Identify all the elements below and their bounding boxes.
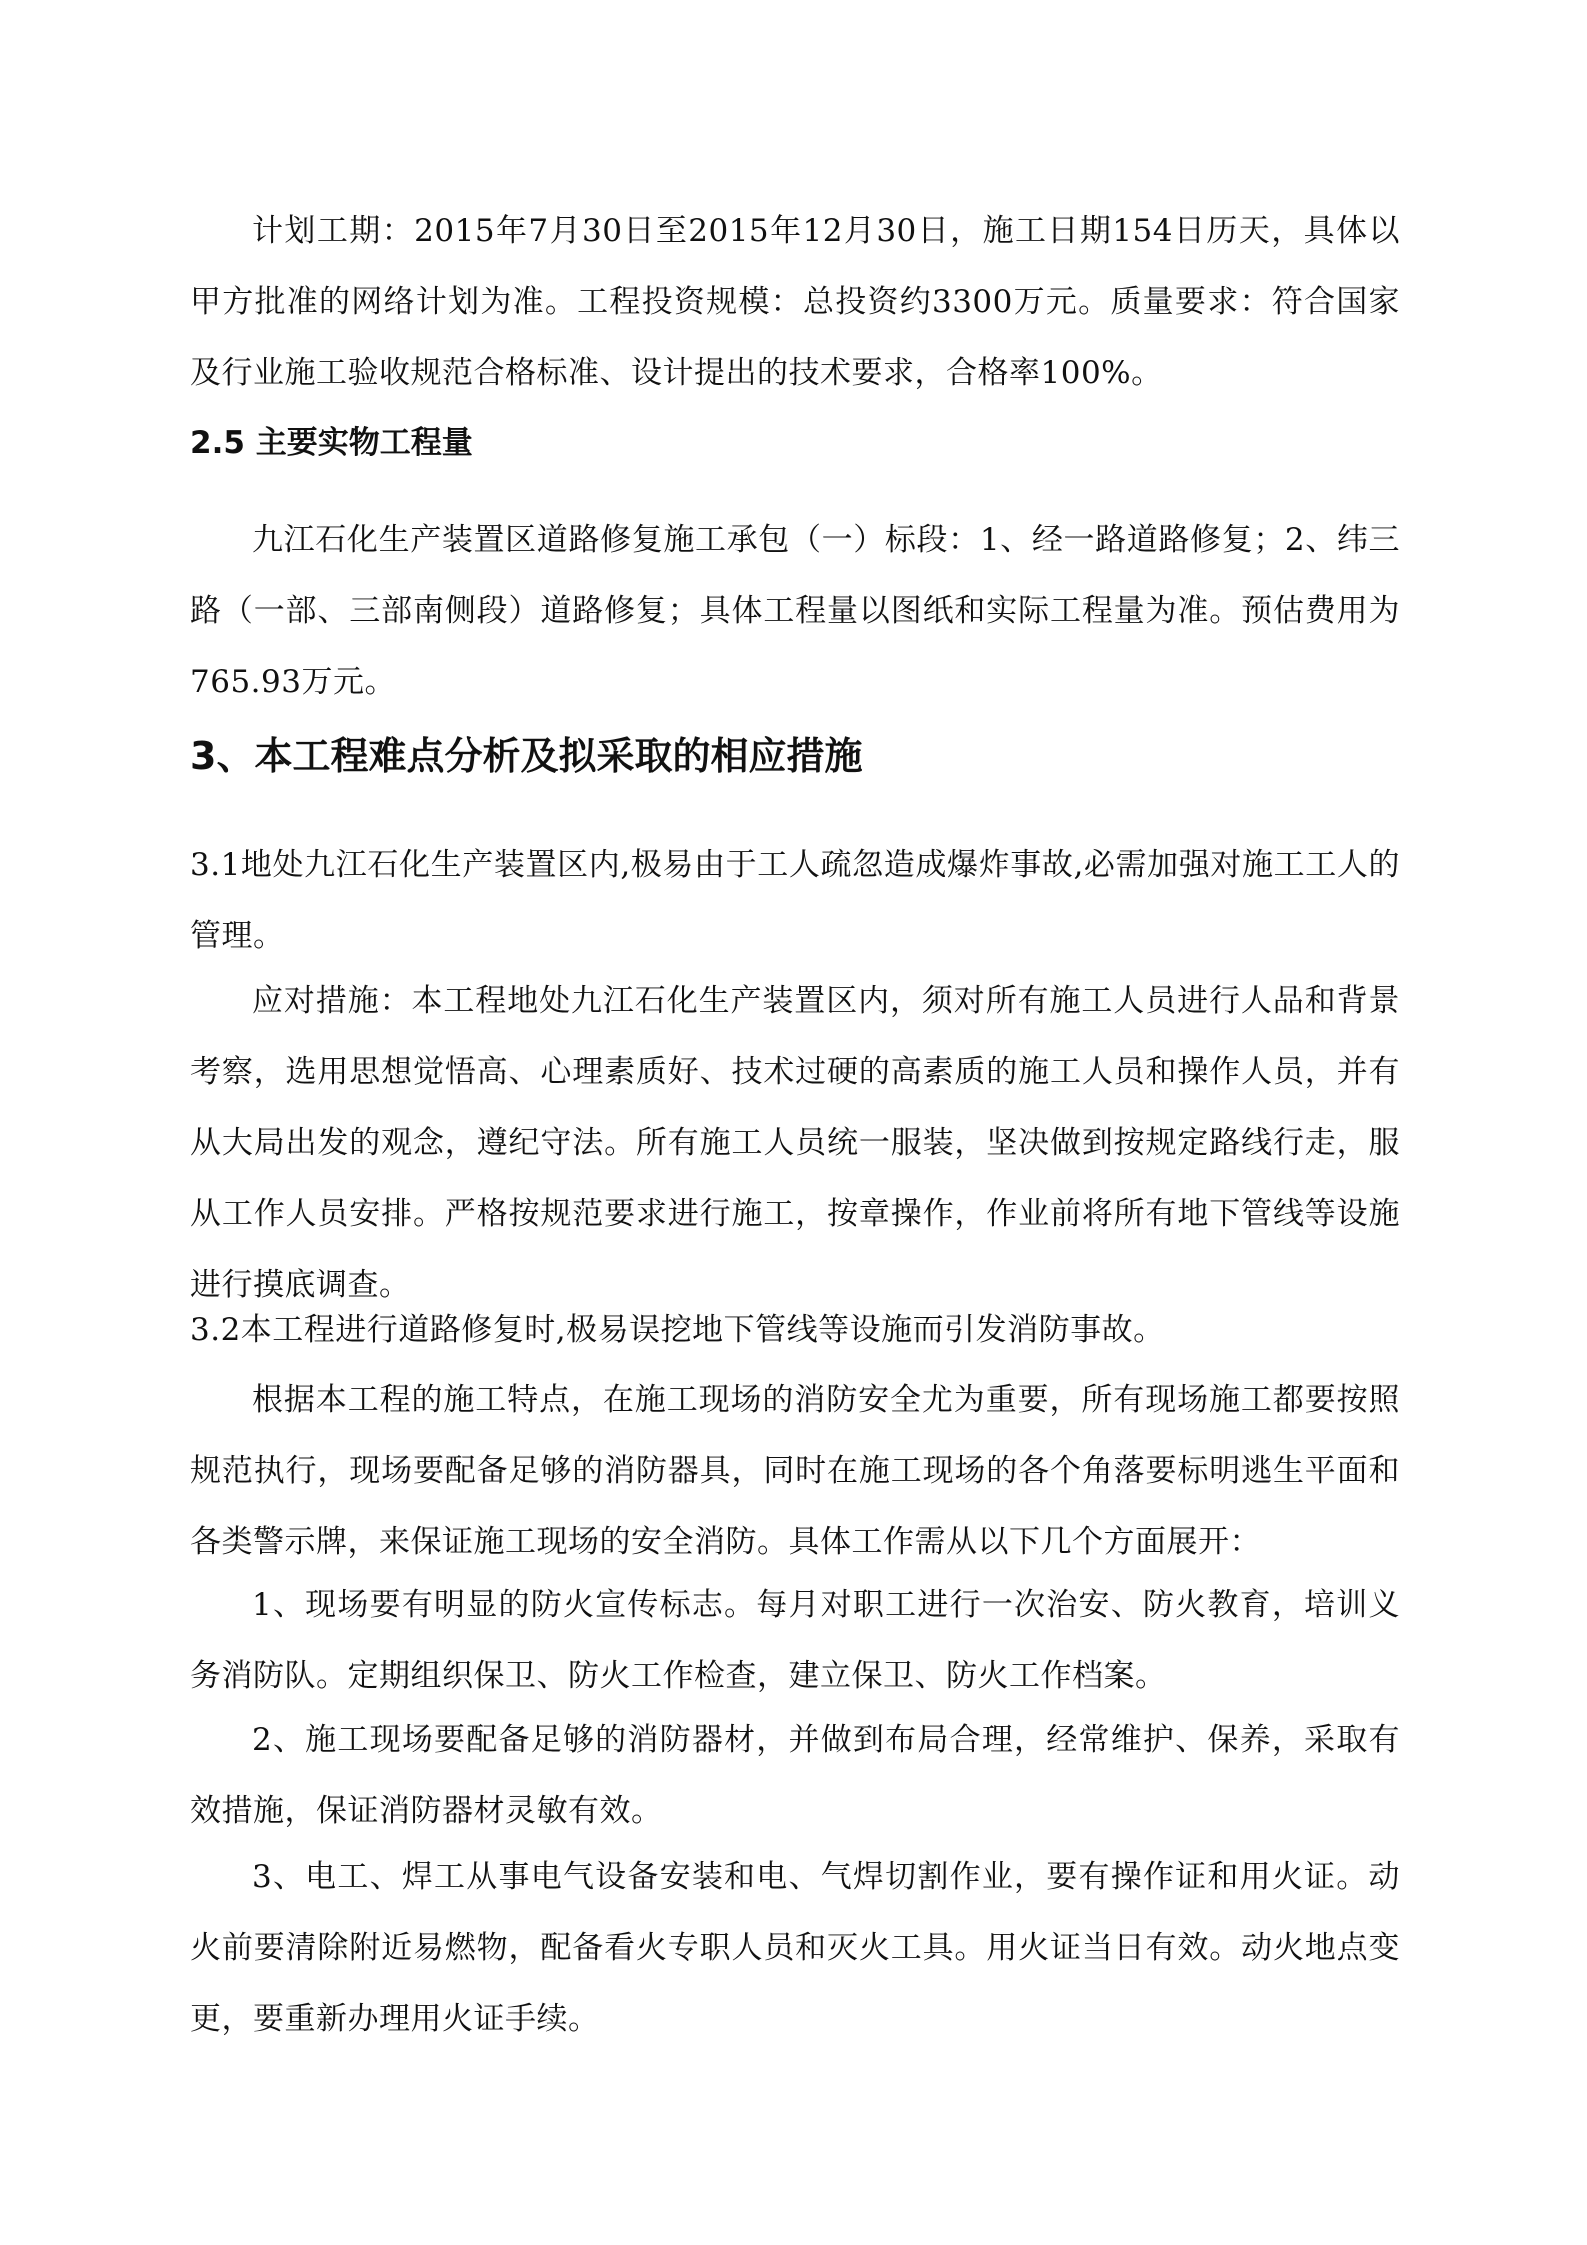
scope-paragraph: 九江石化生产装置区道路修复施工承包（一）标段：1、经一路道路修复；2、纬三路（一部、三部南侧段）道路修复；具体工程量以图纸和实际工程量为准。预估费用为765.93万元。: [190, 522, 1400, 700]
fire-item-1-paragraph: 1、现场要有明显的防火宣传标志。每月对职工进行一次治安、防火教育，培训义务消防队。定期组织保卫、防火工作检查，建立保卫、防火工作档案。: [190, 1587, 1400, 1694]
section-2-5-heading: 2.5 主要实物工程量: [190, 425, 473, 461]
schedule-paragraph: 计划工期：2015年7月30日至2015年12月30日，施工日期154日历天，具体以甲方批准的网络计划为准。工程投资规模：总投资约3300万元。质量要求：符合国家及行业施工验收规范合格标准、设计提出的技术要求，合格率100%。: [190, 213, 1400, 391]
fire-item-3-paragraph: 3、电工、焊工从事电气设备安装和电、气焊切割作业，要有操作证和用火证。动火前要清除附近易燃物，配备看火专职人员和灭火工具。用火证当日有效。动火地点变更，要重新办理用火证手续。: [190, 1859, 1400, 2037]
measure-3-1-paragraph: 应对措施：本工程地处九江石化生产装置区内，须对所有施工人员进行人品和背景考察，选用思想觉悟高、心理素质好、技术过硬的高素质的施工人员和操作人员，并有从大局出发的观念，遵纪守法。所有施工人员统一服装，坚决做到按规定路线行走，服从工作人员安排。严格按规范要求进行施工，按章操作，作业前将所有地下管线等设施进行摸底调查。: [190, 983, 1400, 1303]
measure-3-2-paragraph: 根据本工程的施工特点，在施工现场的消防安全尤为重要，所有现场施工都要按照规范执行，现场要配备足够的消防器具，同时在施工现场的各个角落要标明逃生平面和各类警示牌，来保证施工现场的安全消防。具体工作需从以下几个方面展开：: [190, 1382, 1400, 1560]
section-3-heading: 3、本工程难点分析及拟采取的相应措施: [190, 734, 863, 778]
point-3-1-paragraph: 3.1地处九江石化生产装置区内,极易由于工人疏忽造成爆炸事故,必需加强对施工工人的管理。: [190, 847, 1400, 954]
point-3-2-paragraph: 3.2本工程进行道路修复时,极易误挖地下管线等设施而引发消防事故。: [190, 1312, 1165, 1348]
fire-item-2-paragraph: 2、施工现场要配备足够的消防器材，并做到布局合理，经常维护、保养，采取有效措施，保证消防器材灵敏有效。: [190, 1722, 1400, 1829]
